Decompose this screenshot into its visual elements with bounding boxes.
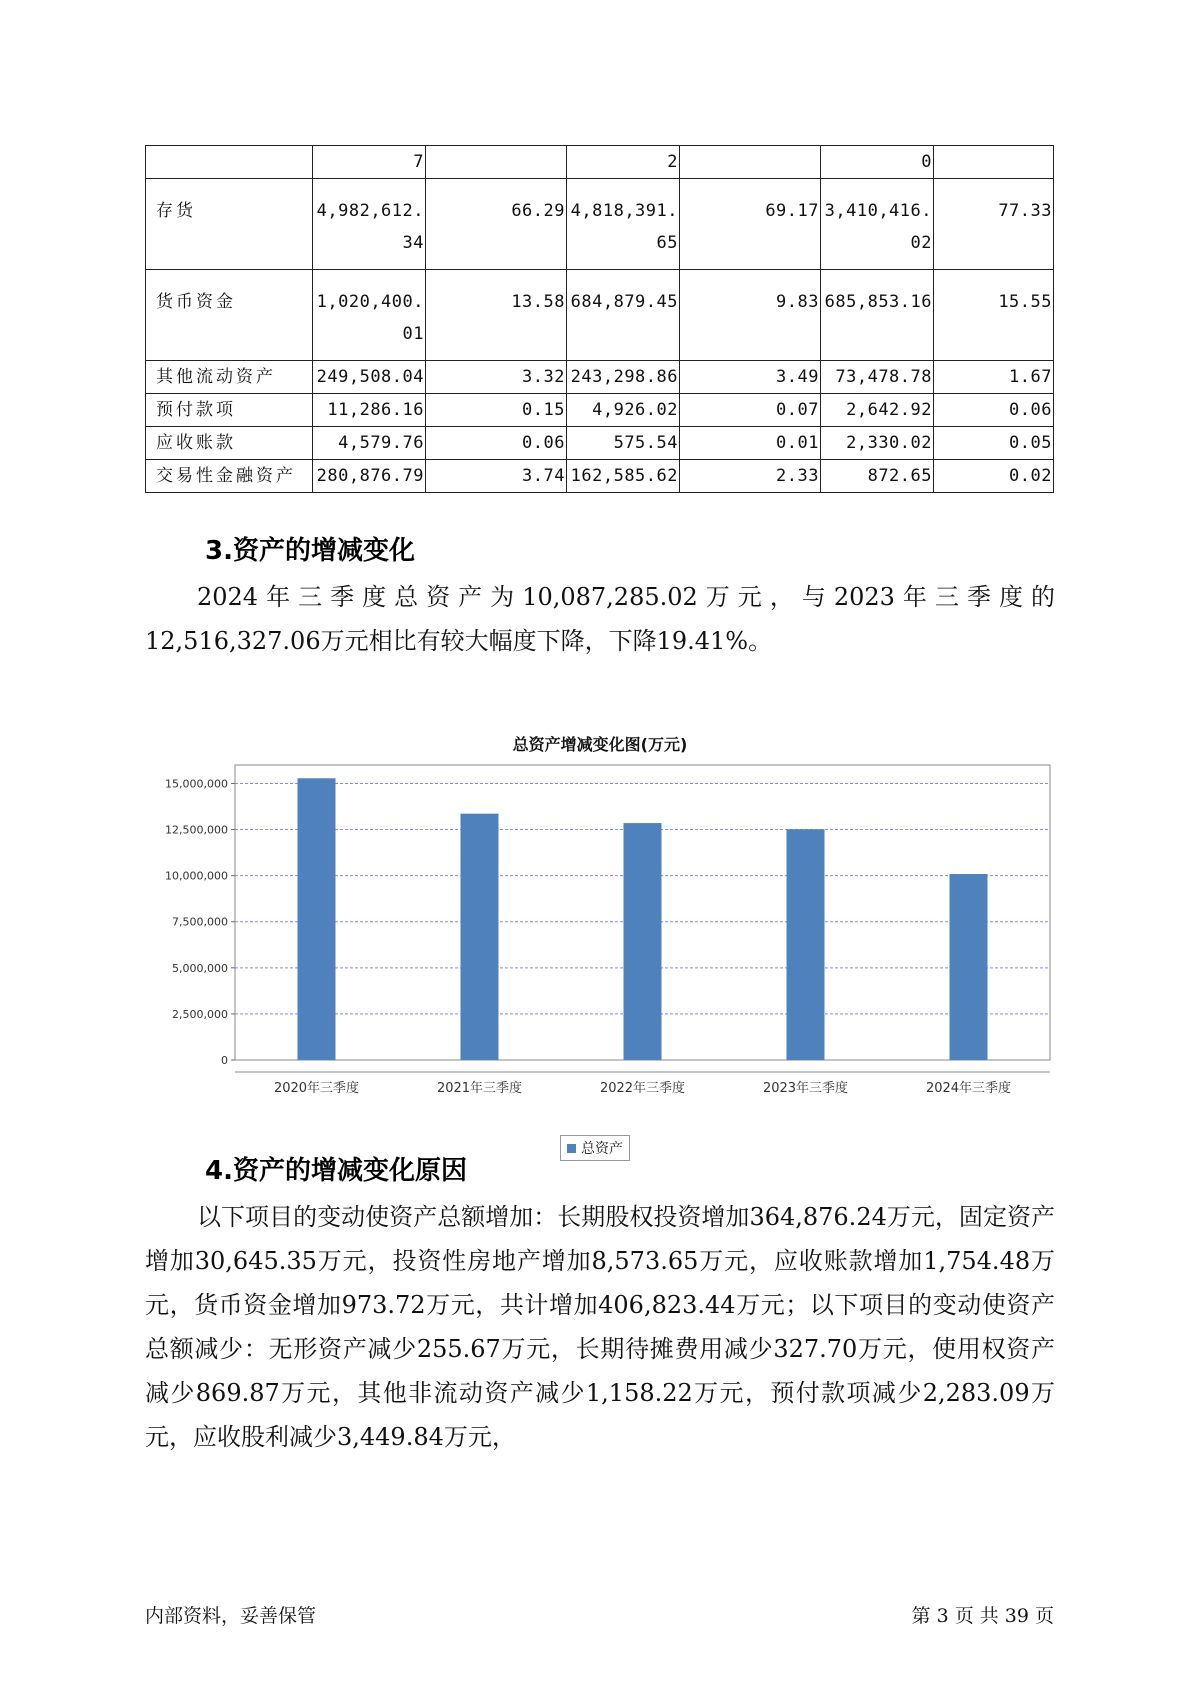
bar [624,823,662,1060]
table-row [146,427,1054,460]
bar [461,814,499,1060]
table-cell: 0.05 [934,427,1054,460]
table-cell: 3.32 [426,361,567,394]
asset-table [145,145,1054,493]
table-row [146,460,1054,493]
y-tick-label: 15,000,000 [165,777,228,791]
y-tick-label: 2,500,000 [172,1007,228,1021]
table-cell: 9.83 [680,270,821,361]
legend-swatch [567,1144,576,1153]
table-cell: 0.01 [680,427,821,460]
y-tick-label: 0 [221,1054,228,1067]
chart-legend [560,1135,630,1161]
row-label: 应收账款 [146,427,313,460]
bar [950,874,988,1060]
section-3-heading: 3.资产的增减变化 [205,536,415,566]
table-cell: 13.58 [426,270,567,361]
table-cell: 0.15 [426,394,567,427]
table-cell: 684,879.45 [567,270,680,361]
table-cell: 4,579.76 [313,427,426,460]
table-cell: 2,330.02 [821,427,934,460]
table-cell: 249,508.04 [313,361,426,394]
y-tick-label: 7,500,000 [172,915,228,929]
table-cell: 0.02 [934,460,1054,493]
table-cell: 243,298.86 [567,361,680,394]
legend-label: 总资产 [581,1141,623,1157]
table-cell: 15.55 [934,270,1054,361]
section-4-paragraph: 以下项目的变动使资产总额增加：长期股权投资增加364,876.24万元，固定资产增加30,645.35万元，投资性房地产增加8,573.65万元，应收账款增加1,754.48万元，货币资金增加973.72万元，共计增加406,823.44万元；以下项目的变动使资产总额减少：无形资产减少255.67万元，长期待摊费用减少327.70万元，使用权资产减少869.87万元，其他非流动资产减少1,158.22万元，预付款项减少2,283.09万元，应收股利减少3,449.84万元， [145,1203,1055,1451]
x-tick-label: 2024年三季度 [925,1081,1012,1096]
table-cell: 575.54 [567,427,680,460]
x-tick-label: 2022年三季度 [599,1081,686,1096]
table-cell: 0.07 [680,394,821,427]
footer-page-number: 第 3 页 共 39 页 [911,1605,1054,1627]
table-cell: 4,982,612.34 [313,179,426,270]
table-cell: 2,642.92 [821,394,934,427]
table-row [146,270,1054,361]
bar [787,829,825,1060]
table-cell: 1,020,400.01 [313,270,426,361]
x-tick-label: 2021年三季度 [436,1081,523,1096]
table-cell: 3.49 [680,361,821,394]
table-cell: 4,818,391.65 [567,179,680,270]
table-cell [426,146,567,179]
row-label: 其他流动资产 [146,361,313,394]
table-cell: 0 [821,146,934,179]
table-cell [680,146,821,179]
table-cell: 69.17 [680,179,821,270]
y-tick-label: 10,000,000 [165,869,228,883]
table-cell: 0.06 [934,394,1054,427]
table-cell: 685,853.16 [821,270,934,361]
table-cell: 2.33 [680,460,821,493]
table-cell: 3.74 [426,460,567,493]
table-cell: 4,926.02 [567,394,680,427]
bar [298,778,336,1060]
row-label: 预付款项 [146,394,313,427]
table-cell: 77.33 [934,179,1054,270]
table-row [146,361,1054,394]
y-tick-label: 5,000,000 [172,961,228,975]
table-cell: 0.06 [426,427,567,460]
section-3-paragraph: 2024年三季度总资产为10,087,285.02万元，与2023年三季度的12,516,327.06万元相比有较大幅度下降，下降19.41%。 [145,583,1055,655]
table-row [146,179,1054,270]
x-tick-label: 2020年三季度 [273,1081,360,1096]
section-4-heading: 4.资产的增减变化原因 [205,1156,467,1186]
table-cell: 7 [313,146,426,179]
x-tick-label: 2023年三季度 [762,1081,849,1096]
table-cell: 66.29 [426,179,567,270]
row-label: 货币资金 [146,270,313,361]
row-label: 交易性金融资产 [146,460,313,493]
footer-confidential-note: 内部资料，妥善保管 [145,1605,317,1627]
table-cell: 11,286.16 [313,394,426,427]
row-label: 存货 [146,179,313,270]
y-tick-label: 12,500,000 [165,823,228,837]
table-cell: 3,410,416.02 [821,179,934,270]
table-row [146,146,1054,179]
table-cell: 73,478.78 [821,361,934,394]
total-assets-bar-chart [145,760,1055,1130]
table-cell: 872.65 [821,460,934,493]
table-cell: 2 [567,146,680,179]
table-cell: 162,585.62 [567,460,680,493]
row-label [146,146,313,179]
table-cell [934,146,1054,179]
table-cell: 280,876.79 [313,460,426,493]
table-cell: 1.67 [934,361,1054,394]
table-row [146,394,1054,427]
chart-title: 总资产增减变化图(万元) [512,735,688,754]
